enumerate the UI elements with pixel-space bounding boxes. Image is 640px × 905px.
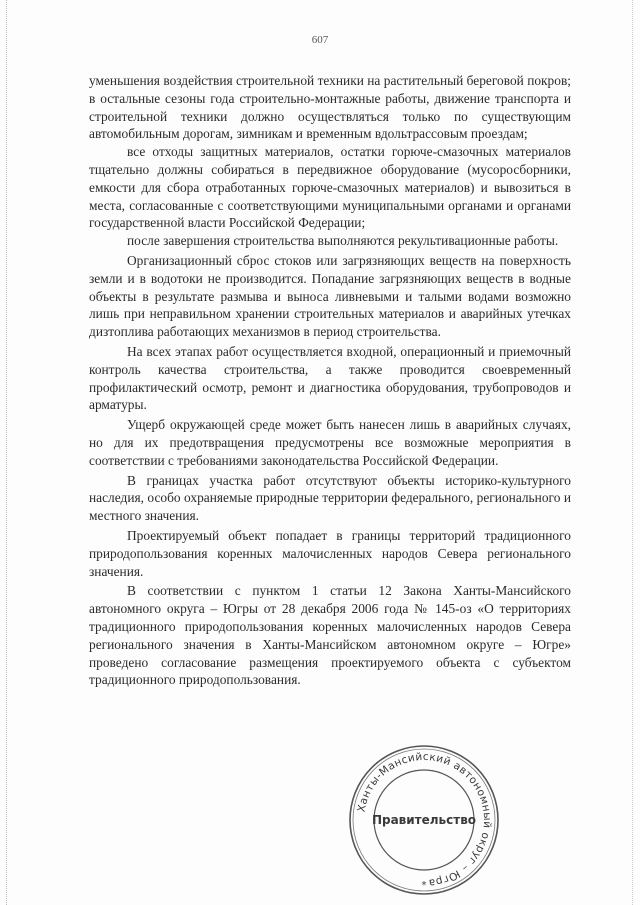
scan-edge-right xyxy=(632,0,634,905)
paragraph: Ущерб окружающей среде может быть нанесен лишь в аварийных случаях, но для их предотвращения предусмотрены все возможные мероприятия в соответствии с требованиями законодательства Российской Федерации. xyxy=(89,417,571,468)
paragraph: после завершения строительства выполняются рекультивационные работы. xyxy=(127,233,559,249)
seal-ring-text: Ханты-Мансийский автономный округ – Югра xyxy=(355,750,494,889)
paragraph: На всех этапах работ осуществляется входной, операционный и приемочный контроль качества строительства, а также проводится своевременный профилактический осмотр, ремонт и диагностика оборудования, трубопроводов и арматуры. xyxy=(89,343,571,413)
body-text xyxy=(89,72,571,689)
seal-star: * xyxy=(421,880,427,891)
paragraph: Организационный сброс стоков или загрязняющих веществ на поверхность земли и в водотоки не производится. Попадание загрязняющих веществ в водные объекты в результате размыва и выноса ливневыми и талыми водами возможно лишь при неправильном хранении строительных материалов и аварийных утечках дизтоплива работающих механизмов в период строительства. xyxy=(89,252,571,340)
official-seal xyxy=(346,742,502,898)
paragraph: В соответствии с пунктом 1 статьи 12 Закона Ханты-Мансийского автономного округа – Югры от 28 декабря 2006 года № 145-оз «О территориях традиционного природопользования коренных малочисленных народов Севера регионального значения в Ханты-Мансийском автономном округе – Югре» проведено согласование размещения проектируемого объекта с субъектом традиционного природопользования. xyxy=(89,583,571,688)
paragraph: Проектируемый объект попадает в границы территорий традиционного природопользования коренных малочисленных народов Севера регионального значения. xyxy=(89,527,571,579)
scan-edge-left xyxy=(6,0,8,905)
paragraph: В границах участка работ отсутствуют объекты историко-культурного наследия, особо охраняемые природные территории федерального, регионального и местного значения. xyxy=(89,472,571,524)
seal-graphic xyxy=(346,742,502,898)
paragraph: уменьшения воздействия строительной техники на растительный береговой покров; в остальные сезоны года строительно-монтажные работы, движение транспорта и строительной техники должно осуществляться только по существующим автомобильным дорогам, зимникам и временным вдольтрассовым проездам; xyxy=(89,73,571,142)
paragraph: все отходы защитных материалов, остатки горюче-смазочных материалов тщательно должны собираться в передвижное оборудование (мусоросборники, емкости для сбора отработанных горюче-смазочных материалов) и вывозиться в места, согласованные с соответствующими муниципальными органами и органами государственной власти Российской Федерации; xyxy=(89,144,571,231)
seal-center-text: Правительство xyxy=(371,813,477,827)
page-number: 607 xyxy=(311,34,329,46)
